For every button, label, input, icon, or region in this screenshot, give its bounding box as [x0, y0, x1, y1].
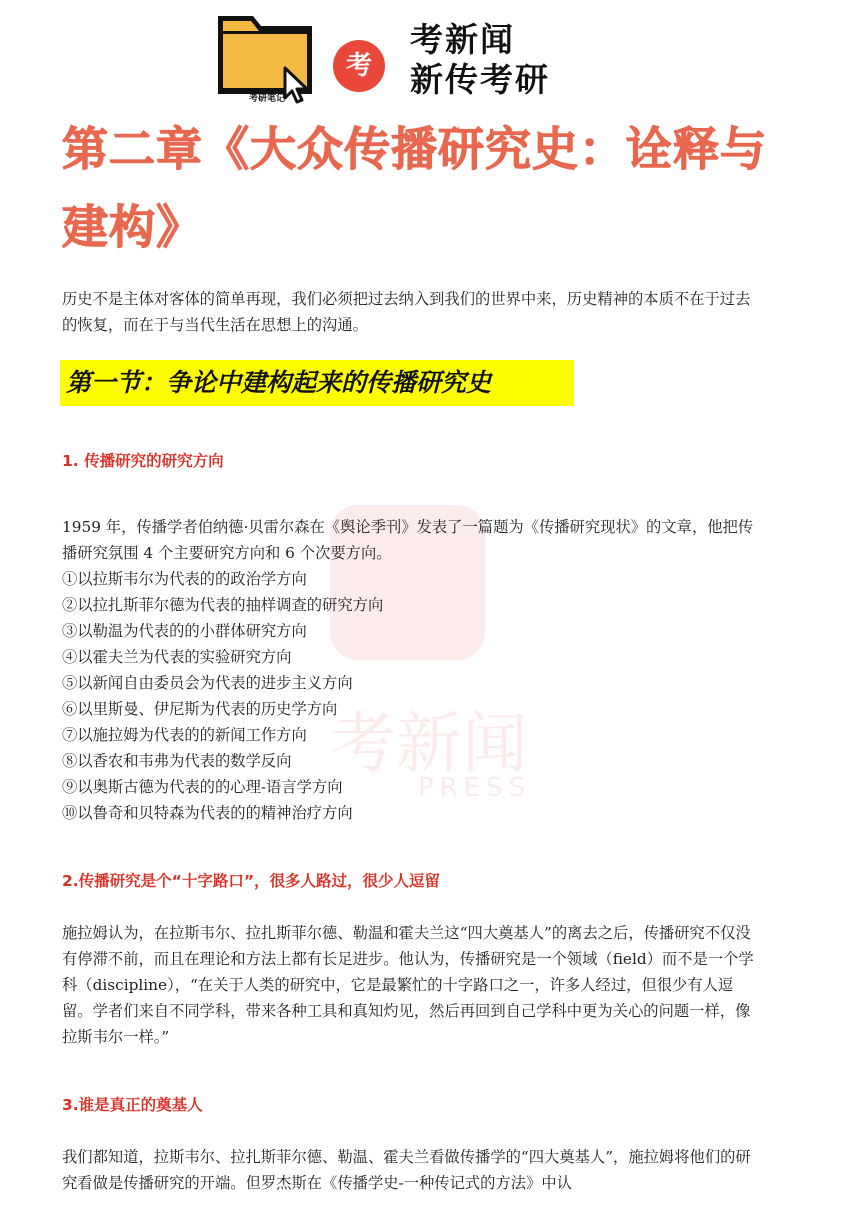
watermark-press: PRESS [418, 773, 532, 803]
subheading-2: 2.传播研究是个“十字路口”，很多人路过，很少人逗留 [62, 872, 441, 890]
list-item: ⑤以新闻自由委员会为代表的进步主义方向 [62, 674, 353, 692]
watermark-text: 考新闻 [330, 705, 528, 782]
brand-line-2: 新传考研 [410, 60, 550, 99]
paragraph-1: 1959 年，传播学者伯纳德·贝雷尔森在《舆论季刊》发表了一篇题为《传播研究现状》的文章，他把传播研究氛围 4 个主要研究方向和 6 个次要方向。 [62, 518, 754, 562]
list-item: ②以拉扎斯菲尔德为代表的抽样调查的研究方向 [62, 596, 384, 614]
brand-logo-icon: 考 [333, 40, 385, 92]
folder-logo-label: 考研笔记 [249, 94, 286, 104]
list-item: ⑧以香农和韦弗为代表的数学反向 [62, 752, 292, 770]
section-title: 第一节：争论中建构起来的传播研究史 [66, 368, 492, 397]
list-item: ⑩以鲁奇和贝特森为代表的的精神治疗方向 [62, 804, 353, 822]
intro-paragraph: 历史不是主体对客体的简单再现，我们必须把过去纳入到我们的世界中来，历史精神的本质不在于过去的恢复，而在于与当代生活在思想上的沟通。 [62, 290, 751, 334]
brand-line-1: 考新闻 [410, 20, 515, 59]
subheading-1: 1. 传播研究的研究方向 [62, 452, 224, 470]
list-item: ⑦以施拉姆为代表的的新闻工作方向 [62, 726, 307, 744]
research-directions-list [62, 566, 662, 826]
list-item: ⑨以奥斯古德为代表的的心理-语言学方向 [62, 778, 343, 796]
brand-name [410, 20, 580, 100]
header [215, 8, 585, 104]
chapter-title: 第二章《大众传播研究史：诠释与建构》 [62, 122, 767, 254]
section-banner [60, 360, 574, 406]
paragraph-3: 我们都知道，拉斯韦尔、拉扎斯菲尔德、勒温、霍夫兰看做传播学的“四大奠基人”，施拉姆将他们的研究看做是传播研究的开端。但罗杰斯在《传播学史-一种传记式的方法》中认 [62, 1148, 751, 1192]
list-item: ③以勒温为代表的的小群体研究方向 [62, 622, 307, 640]
list-item: ①以拉斯韦尔为代表的的政治学方向 [62, 570, 307, 588]
folder-logo-icon [215, 8, 315, 104]
paragraph-2: 施拉姆认为，在拉斯韦尔、拉扎斯菲尔德、勒温和霍夫兰这“四大奠基人”的离去之后，传播研究不仅没有停滞不前，而且在理论和方法上都有长足进步。他认为，传播研究是一个领域（field）而不是一个学科（discipline），“在关于人类的研究中，它是最繁忙的十字路口之一，许多人经过，但很少有人逗留。学者们来自不同学科，带来各种工具和真知灼见，然后再回到自己学科中更为关心的问题一样，像拉斯韦尔一样。” [62, 924, 754, 1046]
list-item: ④以霍夫兰为代表的实验研究方向 [62, 648, 292, 666]
subheading-3: 3.谁是真正的奠基人 [62, 1096, 203, 1114]
list-item: ⑥以里斯曼、伊尼斯为代表的历史学方向 [62, 700, 338, 718]
